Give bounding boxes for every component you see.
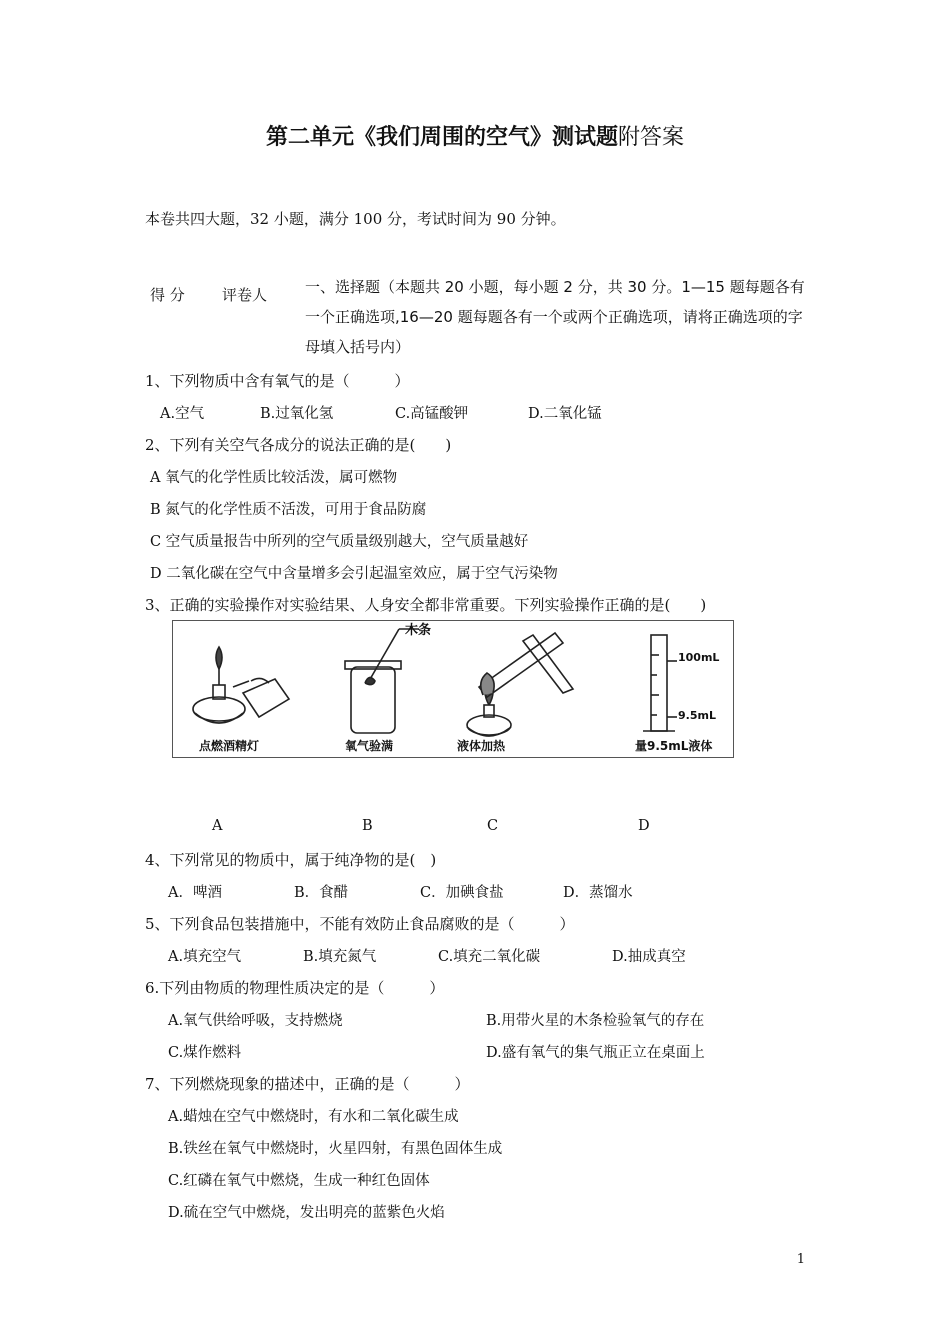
q5-option-b: B.填充氮气 xyxy=(303,949,377,965)
q1-option-d: D.二氧化锰 xyxy=(528,406,602,422)
question-3: 3、正确的实验操作对实验结果、人身安全都非常重要。下列实验操作正确的是( ) xyxy=(145,596,707,614)
q2-option-d: D 二氧化碳在空气中含量增多会引起温室效应，属于空气污染物 xyxy=(150,566,558,582)
q3-option-a: A xyxy=(212,818,223,834)
page-number: 1 xyxy=(796,1252,805,1267)
caption-d: 量9.5mL液体 xyxy=(635,739,713,753)
lab-operations-figure xyxy=(172,620,734,758)
q4-option-b: B．食醋 xyxy=(294,885,349,901)
q4-option-a: A．啤酒 xyxy=(168,885,222,901)
q7-option-c: C.红磷在氧气中燃烧，生成一种红色固体 xyxy=(168,1173,430,1189)
gas-bottle xyxy=(351,667,395,733)
q5-option-a: A.填充空气 xyxy=(168,949,242,965)
q6-option-d: D.盛有氧气的集气瓶正立在桌面上 xyxy=(486,1045,705,1061)
q3-option-c: C xyxy=(487,818,499,834)
question-4: 4、下列常见的物质中，属于纯净物的是( ) xyxy=(145,851,437,869)
lamp-a-tilted xyxy=(243,679,289,717)
question-7: 7、下列燃烧现象的描述中，正确的是（ ） xyxy=(145,1075,470,1093)
section-1-heading: 一、选择题（本题共 20 小题，每小题 2 分，共 30 分。1—15 题每题各有一个正确选项,16—20 题每题各有一个或两个正确选项，请将正确选项的字母填入括号内） xyxy=(305,278,805,356)
question-6: 6.下列由物质的物理性质决定的是（ ） xyxy=(145,979,445,997)
q2-option-c: C 空气质量报告中所列的空气质量级别越大，空气质量越好 xyxy=(150,534,529,550)
q7-option-d: D.硫在空气中燃烧，发出明亮的蓝紫色火焰 xyxy=(168,1205,445,1221)
q1-option-b: B.过氧化氢 xyxy=(260,406,334,422)
score-label: 得 分 xyxy=(150,286,185,304)
graduated-cylinder xyxy=(651,635,667,731)
q6-option-b: B.用带火星的木条检验氧气的存在 xyxy=(486,1013,705,1029)
q5-option-d: D.抽成真空 xyxy=(612,949,686,965)
q1-option-c: C.高锰酸钾 xyxy=(395,406,469,422)
q4-option-c: C．加碘食盐 xyxy=(420,885,504,901)
q2-option-b: B 氮气的化学性质不活泼，可用于食品防腐 xyxy=(150,502,427,518)
q7-option-a: A.蜡烛在空气中燃烧时，有水和二氧化碳生成 xyxy=(168,1109,459,1125)
q1-option-a: A.空气 xyxy=(160,406,205,422)
exam-intro: 本卷共四大题，32 小题，满分 100 分，考试时间为 90 分钟。 xyxy=(145,210,566,228)
q3-option-d: D xyxy=(638,818,650,834)
q4-option-d: D．蒸馏水 xyxy=(563,885,633,901)
q7-option-b: B.铁丝在氧气中燃烧时，火星四射，有黑色固体生成 xyxy=(168,1141,503,1157)
label-wood-splint: 木条 xyxy=(405,623,432,638)
label-100ml: 100mL xyxy=(678,651,720,664)
q3-option-b: B xyxy=(362,818,373,834)
test-tube-holder xyxy=(523,635,573,693)
title-suffix: 附答案 xyxy=(618,125,685,150)
q5-option-c: C.填充二氧化碳 xyxy=(438,949,541,965)
question-5: 5、下列食品包装措施中，不能有效防止食品腐败的是（ ） xyxy=(145,915,575,933)
label-9-5ml: 9.5mL xyxy=(678,709,716,722)
question-2: 2、下列有关空气各成分的说法正确的是( ) xyxy=(145,436,452,454)
grader-label: 评卷人 xyxy=(222,286,268,304)
q6-option-a: A.氧气供给呼吸，支持燃烧 xyxy=(168,1013,343,1029)
page-title: 第二单元《我们周围的空气》测试题附答案 xyxy=(265,125,685,150)
question-1: 1、下列物质中含有氧气的是（ ） xyxy=(145,372,410,390)
caption-c: 液体加热 xyxy=(457,739,506,753)
caption-a: 点燃酒精灯 xyxy=(199,739,260,753)
q6-option-c: C.煤作燃料 xyxy=(168,1045,242,1061)
caption-b: 氧气验满 xyxy=(345,739,394,753)
q2-option-a: A 氧气的化学性质比较活泼，属可燃物 xyxy=(150,470,398,486)
